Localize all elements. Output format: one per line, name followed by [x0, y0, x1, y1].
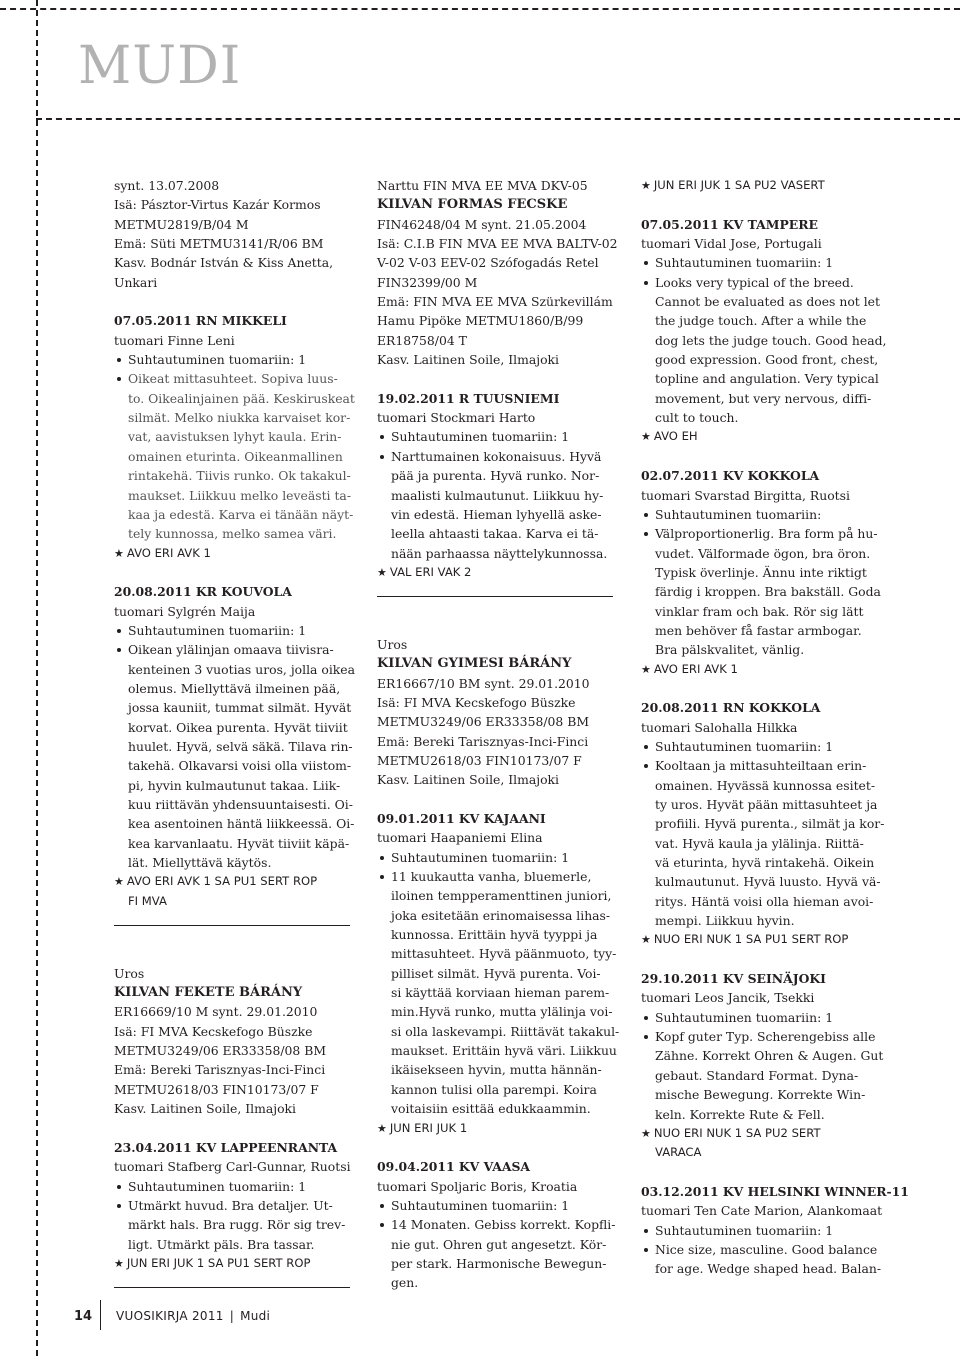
award-line: [114, 872, 354, 891]
spacer: [641, 679, 901, 698]
bullet-continuation: vat, aavistuksen lyhyt kaula. Erin-: [128, 429, 342, 445]
divider-line: [114, 1287, 350, 1288]
bullet-continuation: min.Hyvä runko, mutta ylälinja voi-: [391, 1004, 613, 1020]
bullet-continuation: kea asentoinen häntä liikkeessä. Oi-: [128, 816, 355, 832]
bullet-item: Suhtautuminen tuomariin: 1: [641, 253, 901, 272]
bullet-continuation: Typisk överlinje. Ännu inte riktigt: [655, 564, 867, 580]
award-line: [114, 892, 354, 911]
text-line: Uros: [114, 965, 145, 981]
section-divider: [114, 1287, 354, 1306]
bullet-continuation: voitaisiin esittää edukkaammin.: [391, 1101, 591, 1117]
text-line: Narttu FIN MVA EE MVA DKV-05: [377, 178, 588, 193]
spacer: [641, 447, 901, 466]
footer-publication: VUOSIKIRJA 2011: [116, 1309, 224, 1323]
text-line: Isä: Pásztor-Virtus Kazár Kormos: [114, 197, 321, 213]
bullet-continuation: kaa ja edestä. Karva ei tänään näyt-: [128, 506, 354, 522]
show-heading: 20.08.2011 KR KOUVOLA: [114, 584, 292, 600]
bullet-continuation: omainen. Hyvässä kunnossa esitet-: [655, 777, 876, 793]
bullet-continuation: kuu riittävän yhdensuuntaisesti. Oi-: [128, 797, 353, 812]
bullet-item: Kooltaan ja mittasuhteiltaan erin-: [641, 756, 901, 775]
text-line: METMU3249/06 ER33358/08 BM: [114, 1043, 327, 1059]
show-heading: 29.10.2011 KV SEINÄJOKI: [641, 971, 826, 987]
bullet-continuation: nään parhaassa näyttelykunnossa.: [391, 545, 608, 561]
bullet-continuation: pi, hyvin kulmautunut takaa. Liik-: [128, 777, 341, 793]
award-text: NUO ERI NUK 1 SA PU1 SERT ROP: [653, 932, 849, 947]
section-divider: [377, 596, 622, 615]
bullet-continuation: pilliset silmät. Hyvä purenta. Voi-: [391, 965, 601, 981]
text-line: Emä: Süti METMU3141/R/06 BM: [114, 236, 324, 252]
bullet-item: Suhtautuminen tuomariin: 1: [377, 1196, 622, 1215]
award-line: [641, 1143, 901, 1162]
bullet-continuation: leella ahtaasti takaa. Karva ei tä-: [391, 526, 599, 542]
text-line: Kasv. Laitinen Soile, Ilmajoki: [377, 352, 560, 368]
bullet-continuation: pää ja purenta. Hyvä runko. Nor-: [391, 468, 600, 484]
bullet-continuation: keln. Korrekte Rute & Fell.: [655, 1106, 825, 1122]
text-line: Emä: Bereki Tarisznyas-Inci-Finci: [377, 733, 589, 749]
footer-section: Mudi: [240, 1309, 271, 1323]
title-dashed-rule: [36, 118, 960, 120]
show-heading: 03.12.2011 KV HELSINKI WINNER-11: [641, 1183, 909, 1199]
star-icon: ★: [377, 565, 387, 579]
bullet-continuation: movement, but very nervous, diffi-: [655, 390, 872, 406]
show-heading: 07.05.2011 RN MIKKELI: [114, 313, 287, 329]
text-line: Isä: C.I.B FIN MVA EE MVA BALTV-02: [377, 236, 618, 252]
bullet-continuation: rintakehä. Tiivis runko. Ok takakul-: [128, 468, 351, 484]
award-line: [641, 660, 901, 679]
bullet-continuation: jossa kauniit, tummat silmät. Hyvät: [128, 700, 352, 716]
award-line: [641, 427, 901, 446]
bullet-continuation: mische Bewegung. Korrekte Win-: [655, 1087, 866, 1103]
text-line: tuomari Vidal Jose, Portugali: [641, 236, 822, 252]
spacer: [114, 944, 354, 963]
bullet-continuation: vudet. Välformade ögon, bra öron.: [655, 545, 871, 561]
bullet-continuation: tely kunnossa, melko samea väri.: [128, 526, 337, 542]
text-line: Hamu Pipöke METMU1860/B/99: [377, 313, 584, 329]
text-line: tuomari Salohalla Hilkka: [641, 719, 798, 735]
star-icon: ★: [641, 430, 651, 444]
bullet-item: Narttumainen kokonaisuus. Hyvä: [377, 447, 622, 466]
dog-name: KILVAN FEKETE BÁRÁNY: [114, 985, 303, 1001]
text-line: METMU2618/03 FIN10173/07 F: [377, 752, 582, 768]
text-line: tuomari Svarstad Birgitta, Ruotsi: [641, 487, 850, 503]
bullet-item: Suhtautuminen tuomariin: 1: [114, 621, 354, 640]
award-line: [114, 544, 354, 563]
bullet-continuation: gebaut. Standard Format. Dyna-: [655, 1067, 859, 1083]
bullet-item: Suhtautuminen tuomariin: 1: [641, 737, 901, 756]
bullet-continuation: ty uros. Hyvät pään mittasuhteet ja: [655, 797, 878, 812]
text-line: Kasv. Laitinen Soile, Ilmajoki: [377, 772, 560, 788]
spacer: [114, 1119, 354, 1138]
award-text: VARACA: [655, 1145, 702, 1160]
bullet-continuation: kenteinen 3 vuotias uros, jolla oikea: [128, 661, 356, 677]
bullet-continuation: kea karvanlaatu. Hyvät tiiviit käpä-: [128, 835, 350, 851]
text-line: tuomari Ten Cate Marion, Alankomaat: [641, 1203, 883, 1219]
bullet-continuation: per stark. Harmonische Bewegun-: [391, 1255, 607, 1271]
text-line: Emä: FIN MVA EE MVA Szürkevillám: [377, 294, 613, 310]
spacer: [377, 369, 622, 388]
bullet-item: Suhtautuminen tuomariin: 1: [114, 1177, 354, 1196]
divider-line: [114, 925, 350, 926]
award-line: [641, 176, 901, 195]
award-text: FI MVA: [128, 893, 167, 908]
bullet-continuation: iloinen tempperamenttinen juniori,: [391, 888, 612, 904]
show-heading: 09.01.2011 KV KAJAANI: [377, 811, 546, 826]
bullet-continuation: good expression. Good front, chest,: [655, 352, 879, 368]
footer-divider: [100, 1300, 101, 1330]
text-line: synt. 13.07.2008: [114, 178, 220, 193]
bullet-continuation: to. Oikealinjainen pää. Keskiruskeat: [128, 390, 355, 406]
show-heading: 07.05.2011 KV TAMPERE: [641, 216, 818, 232]
bullet-continuation: takehä. Olkavarsi voisi olla viistom-: [128, 758, 352, 774]
bullet-continuation: olemus. Miellyttävä ilmeinen pää,: [128, 680, 341, 696]
text-line: tuomari Haapaniemi Elina: [377, 830, 543, 846]
bullet-continuation: kannon tulisi olla parempi. Koira: [391, 1081, 597, 1097]
award-text: JUN ERI JUK 1: [389, 1120, 468, 1135]
award-line: [377, 1119, 622, 1138]
bullet-continuation: the judge touch. After a while the: [655, 313, 867, 329]
bullet-continuation: mempi. Liikkuu hyvin.: [655, 913, 795, 929]
bullet-item: 14 Monaten. Gebiss korrekt. Kopfli-: [377, 1215, 622, 1234]
award-text: JUN ERI JUK 1 SA PU1 SERT ROP: [126, 1255, 311, 1270]
award-text: AVO EH: [653, 429, 698, 444]
bullet-item: Suhtautuminen tuomariin: 1: [377, 848, 622, 867]
bullet-item: Kopf guter Typ. Scherengebiss alle: [641, 1027, 901, 1046]
bullet-continuation: for age. Wedge shaped head. Balan-: [655, 1261, 882, 1277]
award-line: [641, 930, 901, 949]
dog-name: KILVAN GYIMESI BÁRÁNY: [377, 656, 572, 672]
bullet-continuation: vin edestä. Hieman lyhyellä aske-: [391, 506, 602, 522]
spacer: [114, 563, 354, 582]
star-icon: ★: [114, 546, 124, 560]
left-dashed-rule: [36, 0, 38, 1356]
page-title: MUDI: [78, 36, 242, 96]
spacer: [641, 950, 901, 969]
star-icon: ★: [114, 1256, 124, 1270]
bullet-continuation: vinklar fram och bak. Rör sig lätt: [655, 603, 864, 619]
bullet-item: Suhtautuminen tuomariin: 1: [377, 427, 622, 446]
show-heading: 19.02.2011 R TUUSNIEMI: [377, 390, 560, 406]
text-line: tuomari Stockmari Harto: [377, 410, 536, 426]
bullet-continuation: märkt hals. Bra rugg. Rör sig trev-: [128, 1217, 346, 1233]
award-line: [377, 563, 622, 582]
bullet-continuation: korvat. Oikea purenta. Hyvät tiiviit: [128, 719, 348, 735]
award-text: NUO ERI NUK 1 SA PU2 SERT: [653, 1125, 821, 1140]
bullet-continuation: joka esitetään erinomaisessa lihas-: [391, 907, 611, 923]
text-line: Isä: FI MVA Kecskefogo Büszke: [114, 1023, 313, 1039]
text-line: tuomari Sylgrén Maija: [114, 603, 256, 619]
bullet-item: Suhtautuminen tuomariin: 1: [641, 1221, 901, 1240]
award-text: AVO ERI AVK 1: [653, 661, 738, 676]
bullet-item: 11 kuukautta vanha, bluemerle,: [377, 867, 622, 886]
bullet-continuation: men behöver få fastar armbogar.: [655, 622, 862, 638]
bullet-continuation: Cannot be evaluated as does not let: [655, 294, 880, 310]
show-heading: 09.04.2011 KV VAASA: [377, 1159, 531, 1175]
column-middle: [377, 176, 622, 1293]
text-line: Kasv. Bodnár István & Kiss Anetta,: [114, 255, 334, 271]
bullet-continuation: maukset. Erittäin hyvä väri. Liikkuu: [391, 1043, 617, 1059]
bullet-continuation: ritys. Häntä voisi olla hieman avoi-: [655, 893, 874, 909]
bullet-item: Nice size, masculine. Good balance: [641, 1240, 901, 1259]
star-icon: ★: [641, 179, 651, 192]
column-left: [114, 176, 354, 1307]
bullet-item: Looks very typical of the breed.: [641, 273, 901, 292]
bullet-continuation: si olla laskevampi. Riittävät takakul-: [391, 1023, 620, 1039]
text-line: FIN32399/00 M: [377, 274, 478, 290]
spacer: [641, 195, 901, 214]
text-line: METMU3249/06 ER33358/08 BM: [377, 714, 590, 730]
bullet-continuation: topline and angulation. Very typical: [655, 371, 879, 387]
text-line: tuomari Spoljaric Boris, Kroatia: [377, 1178, 578, 1194]
show-heading: 23.04.2011 KV LAPPEENRANTA: [114, 1139, 338, 1155]
footer-text: VUOSIKIRJA 2011 | Mudi: [116, 1309, 271, 1323]
bullet-continuation: omainen eturinta. Oikeanmallinen: [128, 448, 343, 464]
award-text: VAL ERI VAK 2: [389, 564, 472, 579]
award-line: [641, 1124, 901, 1143]
bullet-continuation: si käyttää korviaan hieman parem-: [391, 985, 610, 1001]
bullet-continuation: vat. Hyvä kaula ja ylälinja. Riittä-: [655, 835, 864, 851]
text-line: Emä: Bereki Tarisznyas-Inci-Finci: [114, 1062, 326, 1078]
text-line: ER16669/10 M synt. 29.01.2010: [114, 1004, 318, 1020]
bullet-item: Suhtautuminen tuomariin: 1: [114, 350, 354, 369]
bullet-continuation: cult to touch.: [655, 410, 739, 426]
bullet-continuation: lät. Miellyttävä käytös.: [128, 855, 272, 871]
show-heading: 20.08.2011 RN KOKKOLA: [641, 700, 821, 716]
bullet-continuation: maukset. Liikkuu melko leveästi ta-: [128, 487, 352, 503]
text-line: tuomari Stafberg Carl-Gunnar, Ruotsi: [114, 1159, 351, 1175]
spacer: [114, 292, 354, 311]
bullet-continuation: gen.: [391, 1275, 419, 1291]
page-footer: [0, 1306, 960, 1326]
bullet-continuation: kulmautunut. Hyvä luusto. Hyvä vä-: [655, 874, 881, 890]
text-line: ER18758/04 T: [377, 332, 467, 348]
bullet-item: Välproportionerlig. Bra form på hu-: [641, 524, 901, 543]
bullet-continuation: vä eturinta, hyvä rintakehä. Oikein: [655, 855, 875, 871]
text-line: Isä: FI MVA Kecskefogo Büszke: [377, 694, 576, 710]
text-line: tuomari Leos Jancik, Tsekki: [641, 990, 815, 1006]
bullet-continuation: silmät. Melko niukka karvaiset kor-: [128, 410, 351, 426]
award-line: [114, 1254, 354, 1273]
bullet-continuation: ikäisekseen hyvin, mutta hännän-: [391, 1062, 602, 1078]
text-line: FIN46248/04 M synt. 21.05.2004: [377, 216, 587, 232]
bullet-continuation: Bra pälskvalitet, vänlig.: [655, 642, 805, 658]
spacer: [377, 790, 622, 809]
bullet-continuation: färdig i kroppen. Bra bakställ. Goda: [655, 584, 881, 600]
bullet-continuation: kunnossa. Erittäin hyvä tyyppi ja: [391, 927, 598, 943]
text-line: V-02 V-03 EEV-02 Szófogadás Retel: [377, 255, 599, 271]
show-heading: 02.07.2011 KV KOKKOLA: [641, 468, 820, 484]
award-text: JUN ERI JUK 1 SA PU2 VASERT: [653, 178, 825, 192]
star-icon: ★: [377, 1121, 387, 1135]
bullet-continuation: dog lets the judge touch. Good head,: [655, 332, 887, 348]
text-line: METMU2618/03 FIN10173/07 F: [114, 1081, 319, 1097]
bullet-item: Oikeat mittasuhteet. Sopiva luus-: [114, 369, 354, 388]
spacer: [641, 1163, 901, 1182]
spacer: [377, 1138, 622, 1157]
award-text: AVO ERI AVK 1 SA PU1 SERT ROP: [126, 874, 318, 889]
bullet-continuation: profiili. Hyvä purenta., silmät ja kor-: [655, 816, 885, 832]
text-line: ER16667/10 BM synt. 29.01.2010: [377, 675, 590, 691]
bullet-item: Suhtautuminen tuomariin: 1: [641, 1008, 901, 1027]
bullet-continuation: nie gut. Ohren gut angesetzt. Kör-: [391, 1236, 607, 1252]
bullet-continuation: mittasuhteet. Hyvä päänmuoto, tyy-: [391, 946, 617, 962]
divider-line: [377, 596, 613, 597]
text-line: Kasv. Laitinen Soile, Ilmajoki: [114, 1101, 297, 1117]
dog-name: KILVAN FORMAS FECSKE: [377, 197, 568, 213]
bullet-continuation: maalisti kulmautunut. Liikkuu hy-: [391, 487, 604, 503]
text-line: Unkari: [114, 274, 158, 290]
bullet-continuation: Zähne. Korrekt Ohren & Augen. Gut: [655, 1048, 884, 1064]
star-icon: ★: [641, 933, 651, 947]
award-text: AVO ERI AVK 1: [126, 545, 211, 560]
page-number: 14: [74, 1309, 93, 1324]
bullet-item: Suhtautuminen tuomariin:: [641, 505, 901, 524]
bullet-item: Utmärkt huvud. Bra detaljer. Ut-: [114, 1196, 354, 1215]
top-dashed-rule: [0, 8, 960, 10]
column-right: [641, 176, 909, 1279]
text-line: tuomari Finne Leni: [114, 332, 235, 348]
bullet-continuation: ligt. Utmärkt päls. Bra tassar.: [128, 1236, 315, 1252]
star-icon: ★: [114, 875, 124, 889]
spacer: [377, 616, 622, 635]
star-icon: ★: [641, 662, 651, 676]
bullet-item: Oikean ylälinjan omaava tiivisra-: [114, 640, 354, 659]
bullet-continuation: huulet. Hyvä, selvä säkä. Tilava rin-: [128, 738, 353, 754]
section-divider: [114, 925, 354, 944]
text-line: Uros: [377, 636, 408, 652]
text-line: METMU2819/B/04 M: [114, 216, 249, 232]
star-icon: ★: [641, 1126, 651, 1140]
